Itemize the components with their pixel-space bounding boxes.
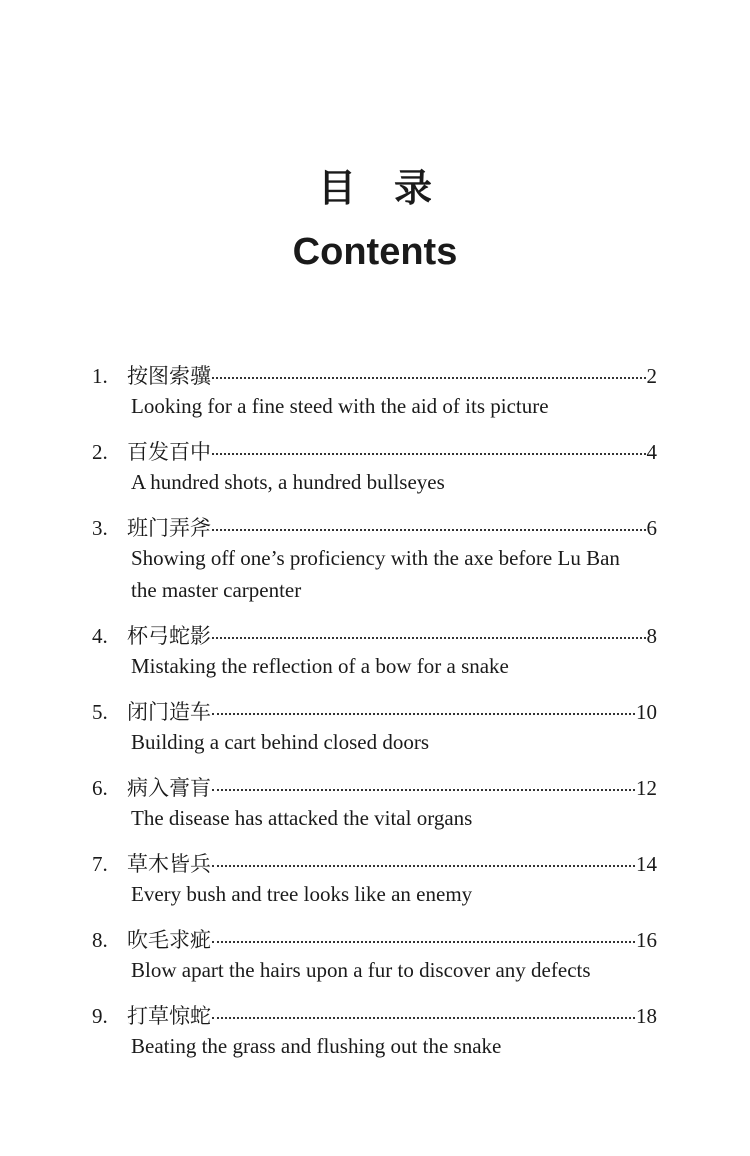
toc-entry-heading — [0, 618, 750, 650]
toc-entry-page-number: 14 — [636, 852, 657, 876]
toc-entry-number: 5. — [92, 700, 108, 724]
toc-dot-leader — [212, 789, 635, 791]
toc-entry-leader-row — [127, 438, 657, 466]
toc-dot-leader — [212, 941, 635, 943]
toc-entry[interactable] — [0, 358, 750, 422]
toc-entry-english-title: Looking for a fine steed with the aid of its picture — [131, 394, 549, 418]
toc-entry-english-title: Every bush and tree looks like an enemy — [131, 882, 473, 906]
toc-entry[interactable] — [0, 770, 750, 834]
toc-dot-leader — [212, 865, 635, 867]
toc-entry-number: 3. — [92, 516, 108, 540]
toc-entry-chinese-title: 杯弓蛇影 — [127, 624, 211, 648]
toc-entry-leader-row — [127, 362, 657, 390]
toc-entry-heading — [0, 358, 750, 390]
toc-entry-page-number: 12 — [636, 776, 657, 800]
toc-entry-heading — [0, 998, 750, 1030]
toc-entry-leader-row — [127, 1002, 657, 1030]
toc-dot-leader — [212, 529, 646, 531]
toc-entry-number: 4. — [92, 624, 108, 648]
toc-entry-english-title: Building a cart behind closed doors — [131, 730, 430, 754]
toc-entry[interactable] — [0, 434, 750, 498]
toc-entry-chinese-title: 按图索骥 — [127, 364, 211, 388]
toc-entry-leader-row — [127, 774, 657, 802]
toc-entry-english-title: Mistaking the reflection of a bow for a snake — [131, 654, 509, 678]
toc-entry-leader-row — [127, 622, 657, 650]
toc-entry-english-title: Showing off one’s proficiency with the axe before Lu Ban the master carpenter — [131, 546, 620, 602]
toc-entry-page-number: 4 — [646, 440, 657, 464]
toc-entry-page-number: 10 — [636, 700, 657, 724]
toc-entry-heading — [0, 770, 750, 802]
page-title-english: Contents — [292, 230, 458, 273]
toc-dot-leader — [212, 713, 635, 715]
toc-entry-number: 2. — [92, 440, 108, 464]
toc-entry-chinese-title: 闭门造车 — [127, 700, 211, 724]
toc-entry-page-number: 6 — [646, 516, 657, 540]
toc-entry-leader-row — [127, 698, 657, 726]
toc-entry-leader-row — [127, 926, 657, 954]
toc-entry-chinese-title: 病入膏肓 — [127, 776, 211, 800]
toc-entry-chinese-title: 班门弄斧 — [127, 516, 211, 540]
table-of-contents — [0, 358, 750, 1074]
toc-entry-heading — [0, 694, 750, 726]
toc-entry-page-number: 18 — [636, 1004, 657, 1028]
toc-entry-english-title: Beating the grass and flushing out the snake — [131, 1034, 502, 1058]
toc-entry-leader-row — [127, 850, 657, 878]
toc-entry-number: 8. — [92, 928, 108, 952]
toc-entry[interactable] — [0, 922, 750, 986]
page-title-chinese: 目录 — [317, 166, 470, 211]
toc-dot-leader — [212, 1017, 635, 1019]
toc-entry-chinese-title: 吹毛求疵 — [127, 928, 211, 952]
toc-dot-leader — [212, 377, 646, 379]
toc-entry-english-title: The disease has attacked the vital organs — [131, 806, 473, 830]
toc-entry-page-number: 2 — [646, 364, 657, 388]
toc-entry-english-title: Blow apart the hairs upon a fur to discover any defects — [131, 958, 591, 982]
toc-entry[interactable] — [0, 998, 750, 1062]
toc-entry[interactable] — [0, 618, 750, 682]
toc-entry-heading — [0, 922, 750, 954]
toc-entry-page-number: 8 — [646, 624, 657, 648]
toc-entry-heading — [0, 510, 750, 542]
toc-dot-leader — [212, 453, 646, 455]
toc-entry-number: 1. — [92, 364, 108, 388]
toc-entry-number: 7. — [92, 852, 108, 876]
toc-entry[interactable] — [0, 846, 750, 910]
toc-entry-chinese-title: 百发百中 — [127, 440, 211, 464]
toc-entry-chinese-title: 草木皆兵 — [127, 852, 211, 876]
toc-entry-chinese-title: 打草惊蛇 — [127, 1004, 211, 1028]
toc-entry-page-number: 16 — [636, 928, 657, 952]
toc-entry[interactable] — [0, 510, 750, 606]
toc-entry-number: 6. — [92, 776, 108, 800]
toc-entry-heading — [0, 434, 750, 466]
toc-entry-heading — [0, 846, 750, 878]
toc-entry-leader-row — [127, 514, 657, 542]
toc-entry-english-title: A hundred shots, a hundred bullseyes — [131, 470, 445, 494]
toc-dot-leader — [212, 637, 646, 639]
toc-entry[interactable] — [0, 694, 750, 758]
toc-entry-number: 9. — [92, 1004, 108, 1028]
